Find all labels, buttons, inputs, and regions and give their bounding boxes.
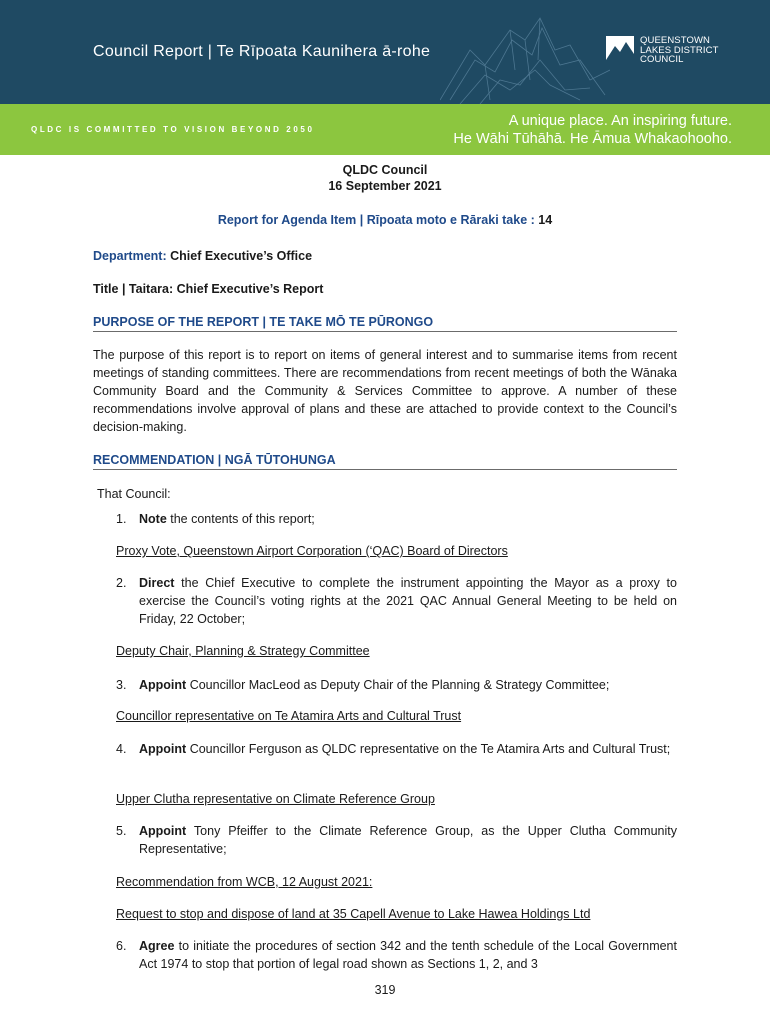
purpose-heading: PURPOSE OF THE REPORT | TE TAKE MŌ TE PŪRONGO — [93, 315, 434, 329]
logo-line-1: QUEENSTOWN — [640, 35, 710, 46]
recommendation-heading: RECOMMENDATION | NGĀ TŪTOHUNGA — [93, 453, 336, 467]
page-number: 319 — [374, 983, 396, 997]
recommendation-intro: That Council: — [97, 487, 171, 501]
department-line — [93, 247, 312, 265]
item-1-verb: Note — [139, 512, 167, 526]
agenda-item-label: Report for Agenda Item | Rīpoata moto e Rāraki take : — [217, 213, 535, 227]
item-5-verb: Appoint — [139, 824, 187, 838]
item-3-number: 3. — [116, 678, 127, 692]
tagline-maori: He Wāhi Tūhāhā. He Āmua Whakaohooho. — [453, 131, 732, 147]
vision-band — [0, 104, 770, 155]
logo-line-3: COUNCIL — [640, 54, 684, 65]
report-header-title: Council Report | Te Rīpoata Kaunihera ā-rohe — [93, 43, 431, 60]
item-4-verb: Appoint — [139, 742, 187, 756]
tagline-english: A unique place. An inspiring future. — [508, 113, 732, 129]
item-2-number: 2. — [116, 576, 127, 590]
subheading-te-atamira: Councillor representative on Te Atamira Arts and Cultural Trust — [116, 709, 462, 723]
item-4-number: 4. — [116, 742, 127, 756]
item-4-body: Councillor Ferguson as QLDC representative on the Te Atamira Arts and Cultural Trust; — [186, 742, 671, 756]
purpose-paragraph: The purpose of this report is to report on items of general interest and to summarise items from recent meetings of standing committees. There are recommendations from recent meetings of both the Wānaka Community Board and the Community & Services Committee to approve. A number of these recommendations involve approval of plans and these are attached to provide context to the Council’s decision-making. — [93, 348, 677, 434]
item-5-body: Tony Pfeiffer to the Climate Reference Group, as the Upper Clutha Community Representative; — [139, 824, 677, 856]
agenda-item-number: 14 — [538, 213, 553, 227]
agenda-item-line — [0, 211, 770, 229]
item-2-text — [139, 574, 677, 628]
purpose-heading-rule — [93, 331, 677, 332]
item-6-body: to initiate the procedures of section 342 and the tenth schedule of the Local Government Act 1974 to stop that portion of legal road shown as Sections 1, 2, and 3 — [139, 939, 677, 971]
item-6-number: 6. — [116, 939, 127, 953]
subheading-climate-group: Upper Clutha representative on Climate Reference Group — [116, 792, 435, 806]
meeting-name: QLDC Council — [342, 163, 428, 177]
item-1-body: the contents of this report; — [166, 512, 315, 526]
item-3-verb: Appoint — [139, 678, 187, 692]
logo-mountain-icon — [606, 36, 634, 60]
item-1-number: 1. — [116, 512, 127, 526]
item-4-text — [139, 740, 677, 758]
department-label: Department: — [93, 249, 167, 263]
qldc-logo — [606, 36, 718, 65]
report-title-line: Title | Taitara: Chief Executive’s Report — [93, 282, 324, 296]
logo-line-2: LAKES DISTRICT — [640, 44, 719, 56]
item-3-text — [139, 676, 677, 694]
item-5-number: 5. — [116, 824, 127, 838]
subheading-capell-avenue: Request to stop and dispose of land at 35 Capell Avenue to Lake Hawea Holdings Ltd — [116, 907, 591, 921]
mountain-linework-graphic — [440, 10, 610, 104]
vision-statement: QLDC IS COMMITTED TO VISION BEYOND 2050 — [31, 125, 315, 134]
item-3-body: Councillor MacLeod as Deputy Chair of the Planning & Strategy Committee; — [186, 678, 610, 692]
department-value: Chief Executive’s Office — [170, 249, 313, 263]
item-6-text — [139, 937, 677, 973]
item-6-verb: Agree — [139, 939, 175, 953]
item-2-body: the Chief Executive to complete the instrument appointing the Mayor as a proxy to exercise the Council’s voting rights at the 2021 QAC Annual General Meeting to be held on Friday, 22 October; — [139, 576, 677, 626]
subheading-proxy-vote: Proxy Vote, Queenstown Airport Corporation (‘QAC) Board of Directors — [116, 544, 508, 558]
recommendation-heading-rule — [93, 469, 677, 470]
item-1-text — [139, 510, 677, 528]
subheading-wcb-recommendation: Recommendation from WCB, 12 August 2021: — [116, 875, 373, 889]
meeting-date: 16 September 2021 — [328, 179, 442, 193]
subheading-deputy-chair: Deputy Chair, Planning & Strategy Committee — [116, 644, 370, 658]
item-2-verb: Direct — [139, 576, 175, 590]
item-5-text — [139, 822, 677, 858]
logo-wordmark — [640, 36, 718, 65]
report-header-banner — [0, 0, 770, 104]
